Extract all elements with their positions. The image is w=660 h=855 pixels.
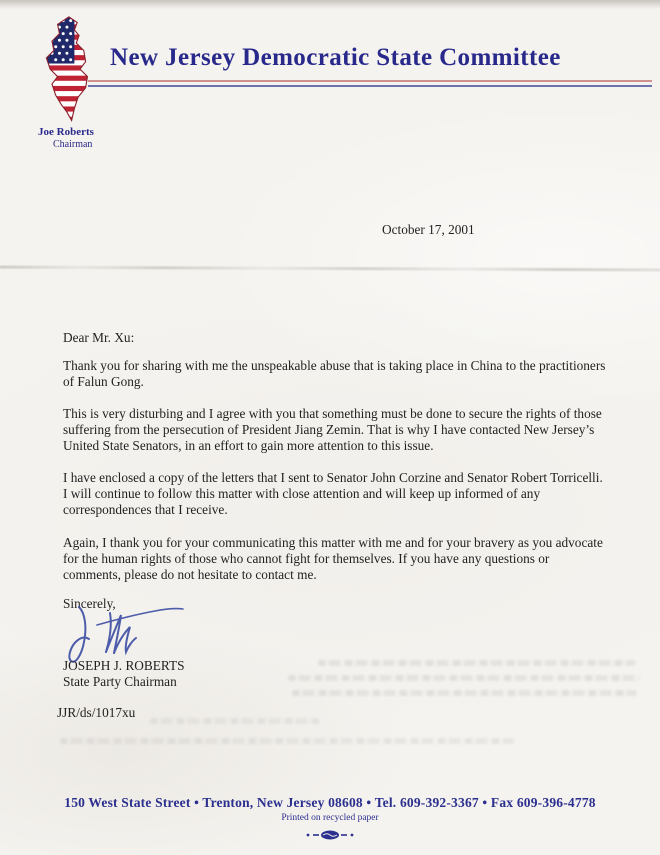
recycled-paper-note: Printed on recycled paper [281,813,379,823]
closing-salutation: Sincerely, [63,596,116,611]
letter-date: October 17, 2001 [382,222,475,237]
header-rule-blue-divider [88,85,652,87]
chairman-title: Chairman [53,139,93,150]
show-through-text [150,718,320,724]
show-through-text [318,660,636,666]
letter-paragraph: Thank you for sharing with me the unspeakable abuse that is taking place in China to the practitioners of Falun Gong. [63,358,606,390]
paper-fold-crease [0,266,660,272]
letter-paragraph: I have enclosed a copy of the letters that I sent to Senator John Corzine and Senator Robert Torricelli. I will continue to follow this matter with close attention and will keep up informed of any correspondences that I receive. [63,470,603,518]
reference-line: JJR/ds/1017xu [57,705,136,720]
union-bug-icon [300,829,360,841]
scan-edge-shadow [0,0,660,9]
header-rule-red-divider [88,80,652,82]
organization-title: New Jersey Democratic State Committee [110,44,561,71]
letter-paragraph: This is very disturbing and I agree with you that something must be done to secure the rights of those suffering from the persecution of President Jiang Zemin. That is why I have contacted New Jersey’s United State Senators, in an effort to gain more attention to this issue. [63,406,602,454]
show-through-text [292,690,637,696]
footer-address: 150 West State Street • Trenton, New Jersey 08608 • Tel. 609-392-3367 • Fax 609-396-4778 [64,795,596,810]
signer-name: JOSEPH J. ROBERTS [63,658,185,673]
salutation: Dear Mr. Xu: [63,330,135,345]
signer-title: State Party Chairman [63,674,177,689]
show-through-text [60,738,515,744]
chairman-name: Joe Roberts [38,126,94,138]
nj-state-flag-logo [30,15,102,127]
letter-paragraph: Again, I thank you for your communicating this matter with me and for your bravery as you advocate for the human rights of those who cannot fight for themselves. If you have any questions or comments, please do not hesitate to contact me. [63,535,603,583]
show-through-text [288,675,640,681]
